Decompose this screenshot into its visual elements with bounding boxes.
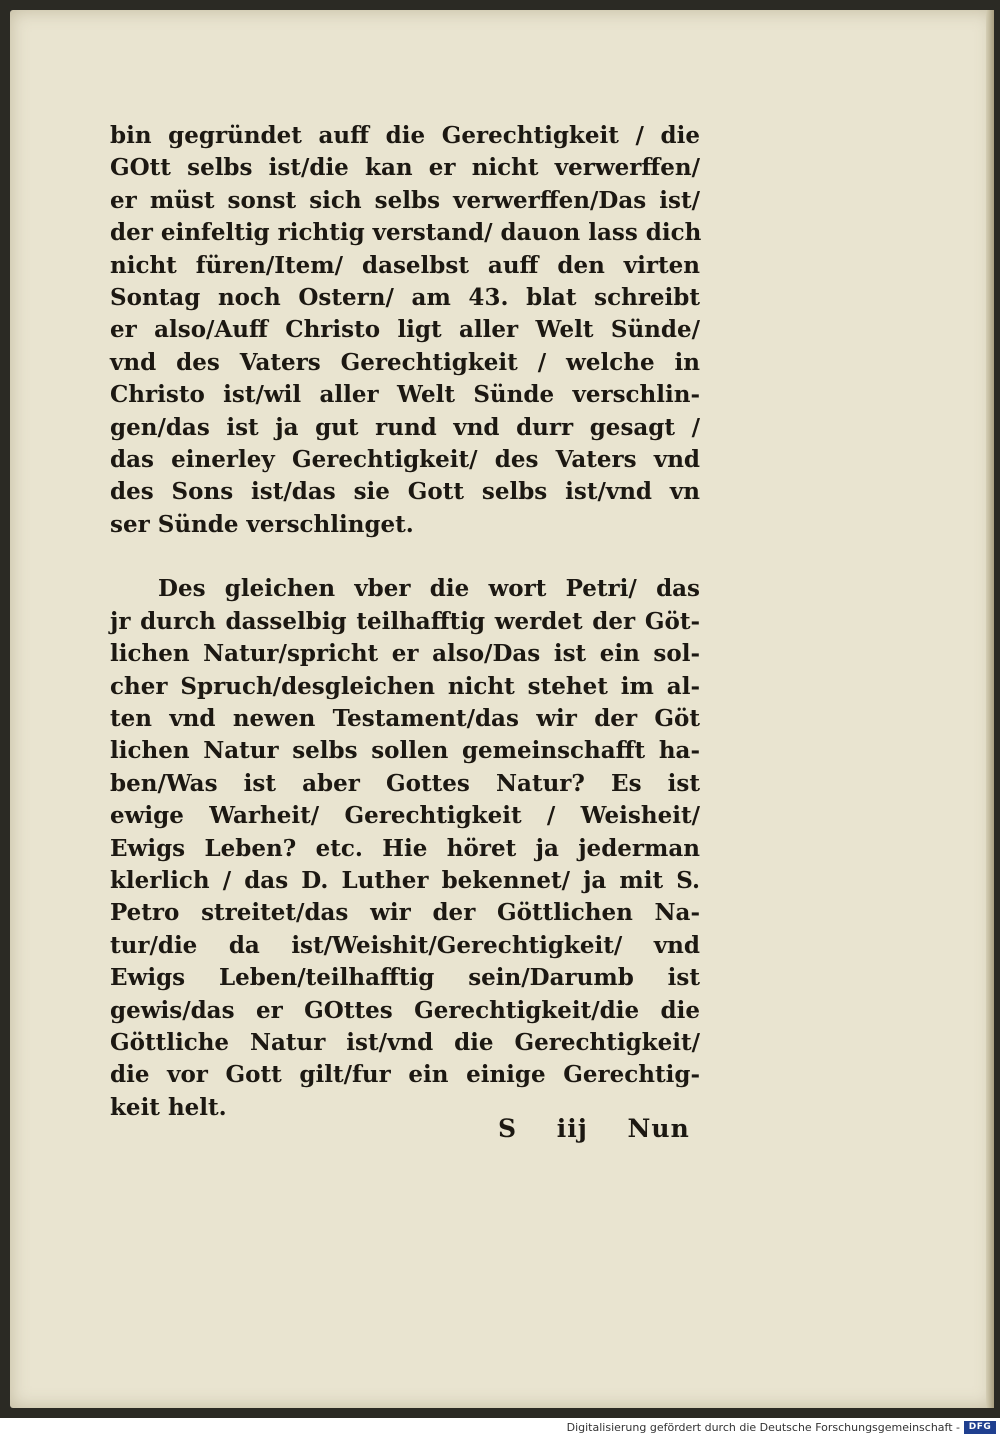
- text-line: ben/Was ist aber Gottes Natur? Es ist: [110, 769, 700, 797]
- paragraph-1: [110, 120, 700, 541]
- text-line: tur/die da ist/Weishit/Gerechtigkeit/ vnd: [110, 931, 700, 959]
- text-line: gewis/das er GOttes Gerechtigkeit/die die: [110, 996, 700, 1024]
- book-page: [10, 10, 994, 1408]
- dfg-logo[interactable]: DFG: [964, 1421, 996, 1434]
- text-line: das einerley Gerechtigkeit/ des Vaters vnd: [110, 446, 700, 474]
- text-line: die vor Gott gilt/fur ein einige Gerechtig-: [110, 1061, 700, 1089]
- text-line: GOtt selbs ist/die kan er nicht verwerffen/: [110, 154, 700, 182]
- text-block: [110, 120, 700, 1124]
- text-line: der einfeltig richtig verstand/ dauon lass dich: [110, 219, 702, 247]
- footer-bar: [0, 1418, 1000, 1437]
- text-line: er also/Auff Christo ligt aller Welt Sünde/: [110, 316, 700, 344]
- text-line: Des gleichen vber die wort Petri/ das: [158, 575, 700, 603]
- text-line: cher Spruch/desgleichen nicht stehet im al-: [110, 672, 700, 700]
- text-line: klerlich / das D. Luther bekennet/ ja mit S.: [110, 866, 700, 894]
- text-line: Ewigs Leben/teilhafftig sein/Darumb ist: [110, 964, 700, 992]
- text-line: Petro streitet/das wir der Göttlichen Na-: [110, 899, 700, 927]
- paragraph-2: [110, 573, 700, 1124]
- signature-number: iij: [556, 1114, 588, 1143]
- text-line: lichen Natur selbs sollen gemeinschafft ha-: [110, 737, 700, 765]
- text-line: Sontag noch Ostern/ am 43. blat schreibt: [110, 284, 700, 312]
- text-line: ser Sünde verschlinget.: [110, 510, 414, 538]
- text-line: bin gegründet auff die Gerechtigkeit / die: [110, 122, 700, 149]
- text-line: ten vnd newen Testament/das wir der Göt: [110, 704, 700, 732]
- catchword: Nun: [627, 1114, 690, 1143]
- signature-mark: S: [498, 1114, 518, 1143]
- text-line: vnd des Vaters Gerechtigkeit / welche in: [110, 348, 700, 376]
- text-line: Christo ist/wil aller Welt Sünde verschlin-: [110, 381, 700, 409]
- text-line: er müst sonst sich selbs verwerffen/Das ist/: [110, 186, 700, 214]
- text-line: Göttliche Natur ist/vnd die Gerechtigkeit/: [110, 1028, 700, 1056]
- funding-credit: Digitalisierung gefördert durch die Deutsche Forschungsgemeinschaft -: [566, 1421, 960, 1434]
- text-line: keit helt.: [110, 1093, 227, 1121]
- text-line: des Sons ist/das sie Gott selbs ist/vnd vn: [110, 478, 700, 506]
- signature-line: [498, 1114, 690, 1143]
- text-line: gen/das ist ja gut rund vnd durr gesagt /: [110, 413, 700, 441]
- page-edge: [986, 10, 994, 1408]
- text-line: lichen Natur/spricht er also/Das ist ein sol-: [110, 640, 700, 668]
- text-line: jr durch dasselbig teilhafftig werdet der Göt-: [110, 607, 700, 635]
- text-line: ewige Warheit/ Gerechtigkeit / Weisheit/: [110, 802, 700, 830]
- paragraph-gap: [110, 541, 700, 573]
- text-line: nicht füren/Item/ daselbst auff den virten: [110, 251, 700, 279]
- text-line: Ewigs Leben? etc. Hie höret ja jederman: [110, 834, 700, 862]
